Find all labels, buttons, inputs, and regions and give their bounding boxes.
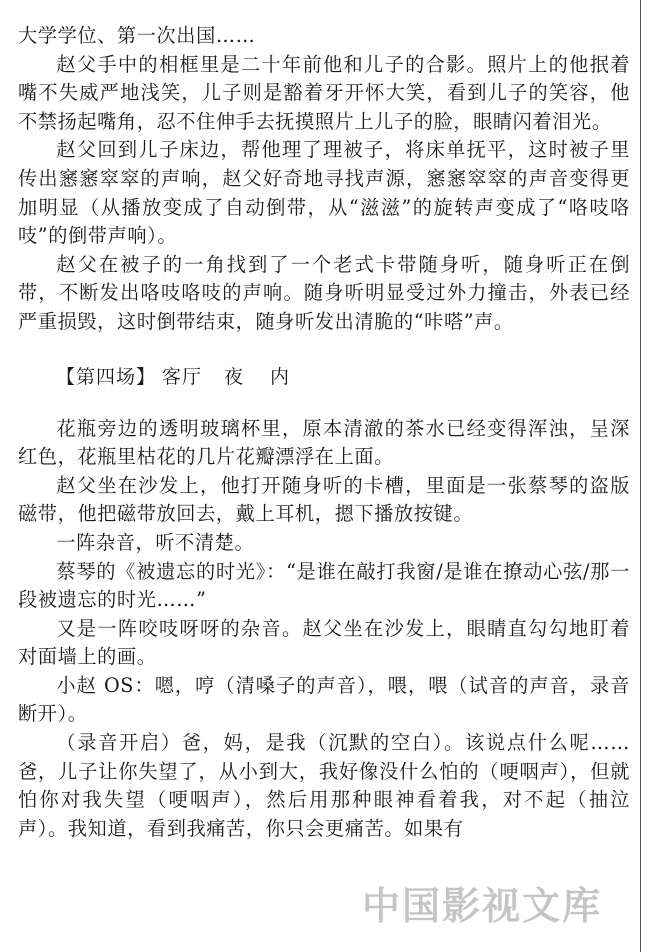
page-edge-rule xyxy=(640,0,641,952)
paragraph-tape: 赵父坐在沙发上，他打开随身听的卡槽，里面是一张蔡琴的盗版磁带，他把磁带放回去，戴上耳机，摁下播放按键。 xyxy=(18,473,630,526)
paragraph-walkman: 赵父在被子的一角找到了一个老式卡带随身听，随身听正在倒带，不断发出咯吱咯吱的声响。随身听明显受过外力撞击，外表已经严重损毁，这时倒带结束，随身听发出清脆的“咔嗒”声。 xyxy=(18,252,630,333)
paragraph-bedside: 赵父回到儿子床边，帮他理了理被子，将床单抚平，这时被子里传出窸窸窣窣的声响，赵父好奇地寻找声源，窸窸窣窣的声音变得更加明显（从播放变成了自动倒带，从“滋滋”的旋转声变成了“咯吱咯吱”的倒带声响）。 xyxy=(18,138,630,248)
paragraph-noise: 一阵杂音，听不清楚。 xyxy=(56,530,255,554)
paragraph-os-voice: 小赵 OS：嗯，哼（清嗓子的声音），喂，喂（试音的声音，录音断开）。 xyxy=(18,673,630,726)
scene-heading xyxy=(18,363,630,391)
scene-number: 【第四场】 xyxy=(56,365,157,388)
scene-interior: 内 xyxy=(270,365,291,388)
paragraph-photo-frame: 赵父手中的相框里是二十年前他和儿子的合影。照片上的他抿着嘴不失威严地浅笑，儿子则是豁着牙开怀大笑，看到儿子的笑容，他不禁扬起嘴角，忍不住伸手去抚摸照片上儿子的脸，眼睛闪着泪光。 xyxy=(18,52,630,133)
paragraph-stare: 又是一阵咬吱呀呀的杂音。赵父坐在沙发上，眼睛直勾勾地盯着对面墙上的画。 xyxy=(18,616,630,669)
paragraph-song-lyrics: 蔡琴的《被遗忘的时光》：“是谁在敲打我窗/是谁在撩动心弦/那一段被遗忘的时光……” xyxy=(18,559,630,612)
paragraph-recording: （录音开启）爸，妈，是我（沉默的空白）。该说点什么呢……爸，儿子让你失望了，从小到大，我好像没什么怕的（哽咽声），但就怕你对我失望（哽咽声），然后用那种眼神看着我，对不起（抽泣声）。我知道，看到我痛苦，你只会更痛苦。如果有 xyxy=(18,731,630,840)
watermark-logo: 中国影视文库 xyxy=(362,884,603,928)
scene-location: 客厅 xyxy=(162,365,203,388)
continuation-line: 大学学位、第一次出国…… xyxy=(18,24,256,47)
scene-time: 夜 xyxy=(224,365,245,388)
paragraph-vase: 花瓶旁边的透明玻璃杯里，原本清澈的茶水已经变得浑浊，呈深红色，花瓶里枯花的几片花瓣漂浮在上面。 xyxy=(18,416,630,469)
